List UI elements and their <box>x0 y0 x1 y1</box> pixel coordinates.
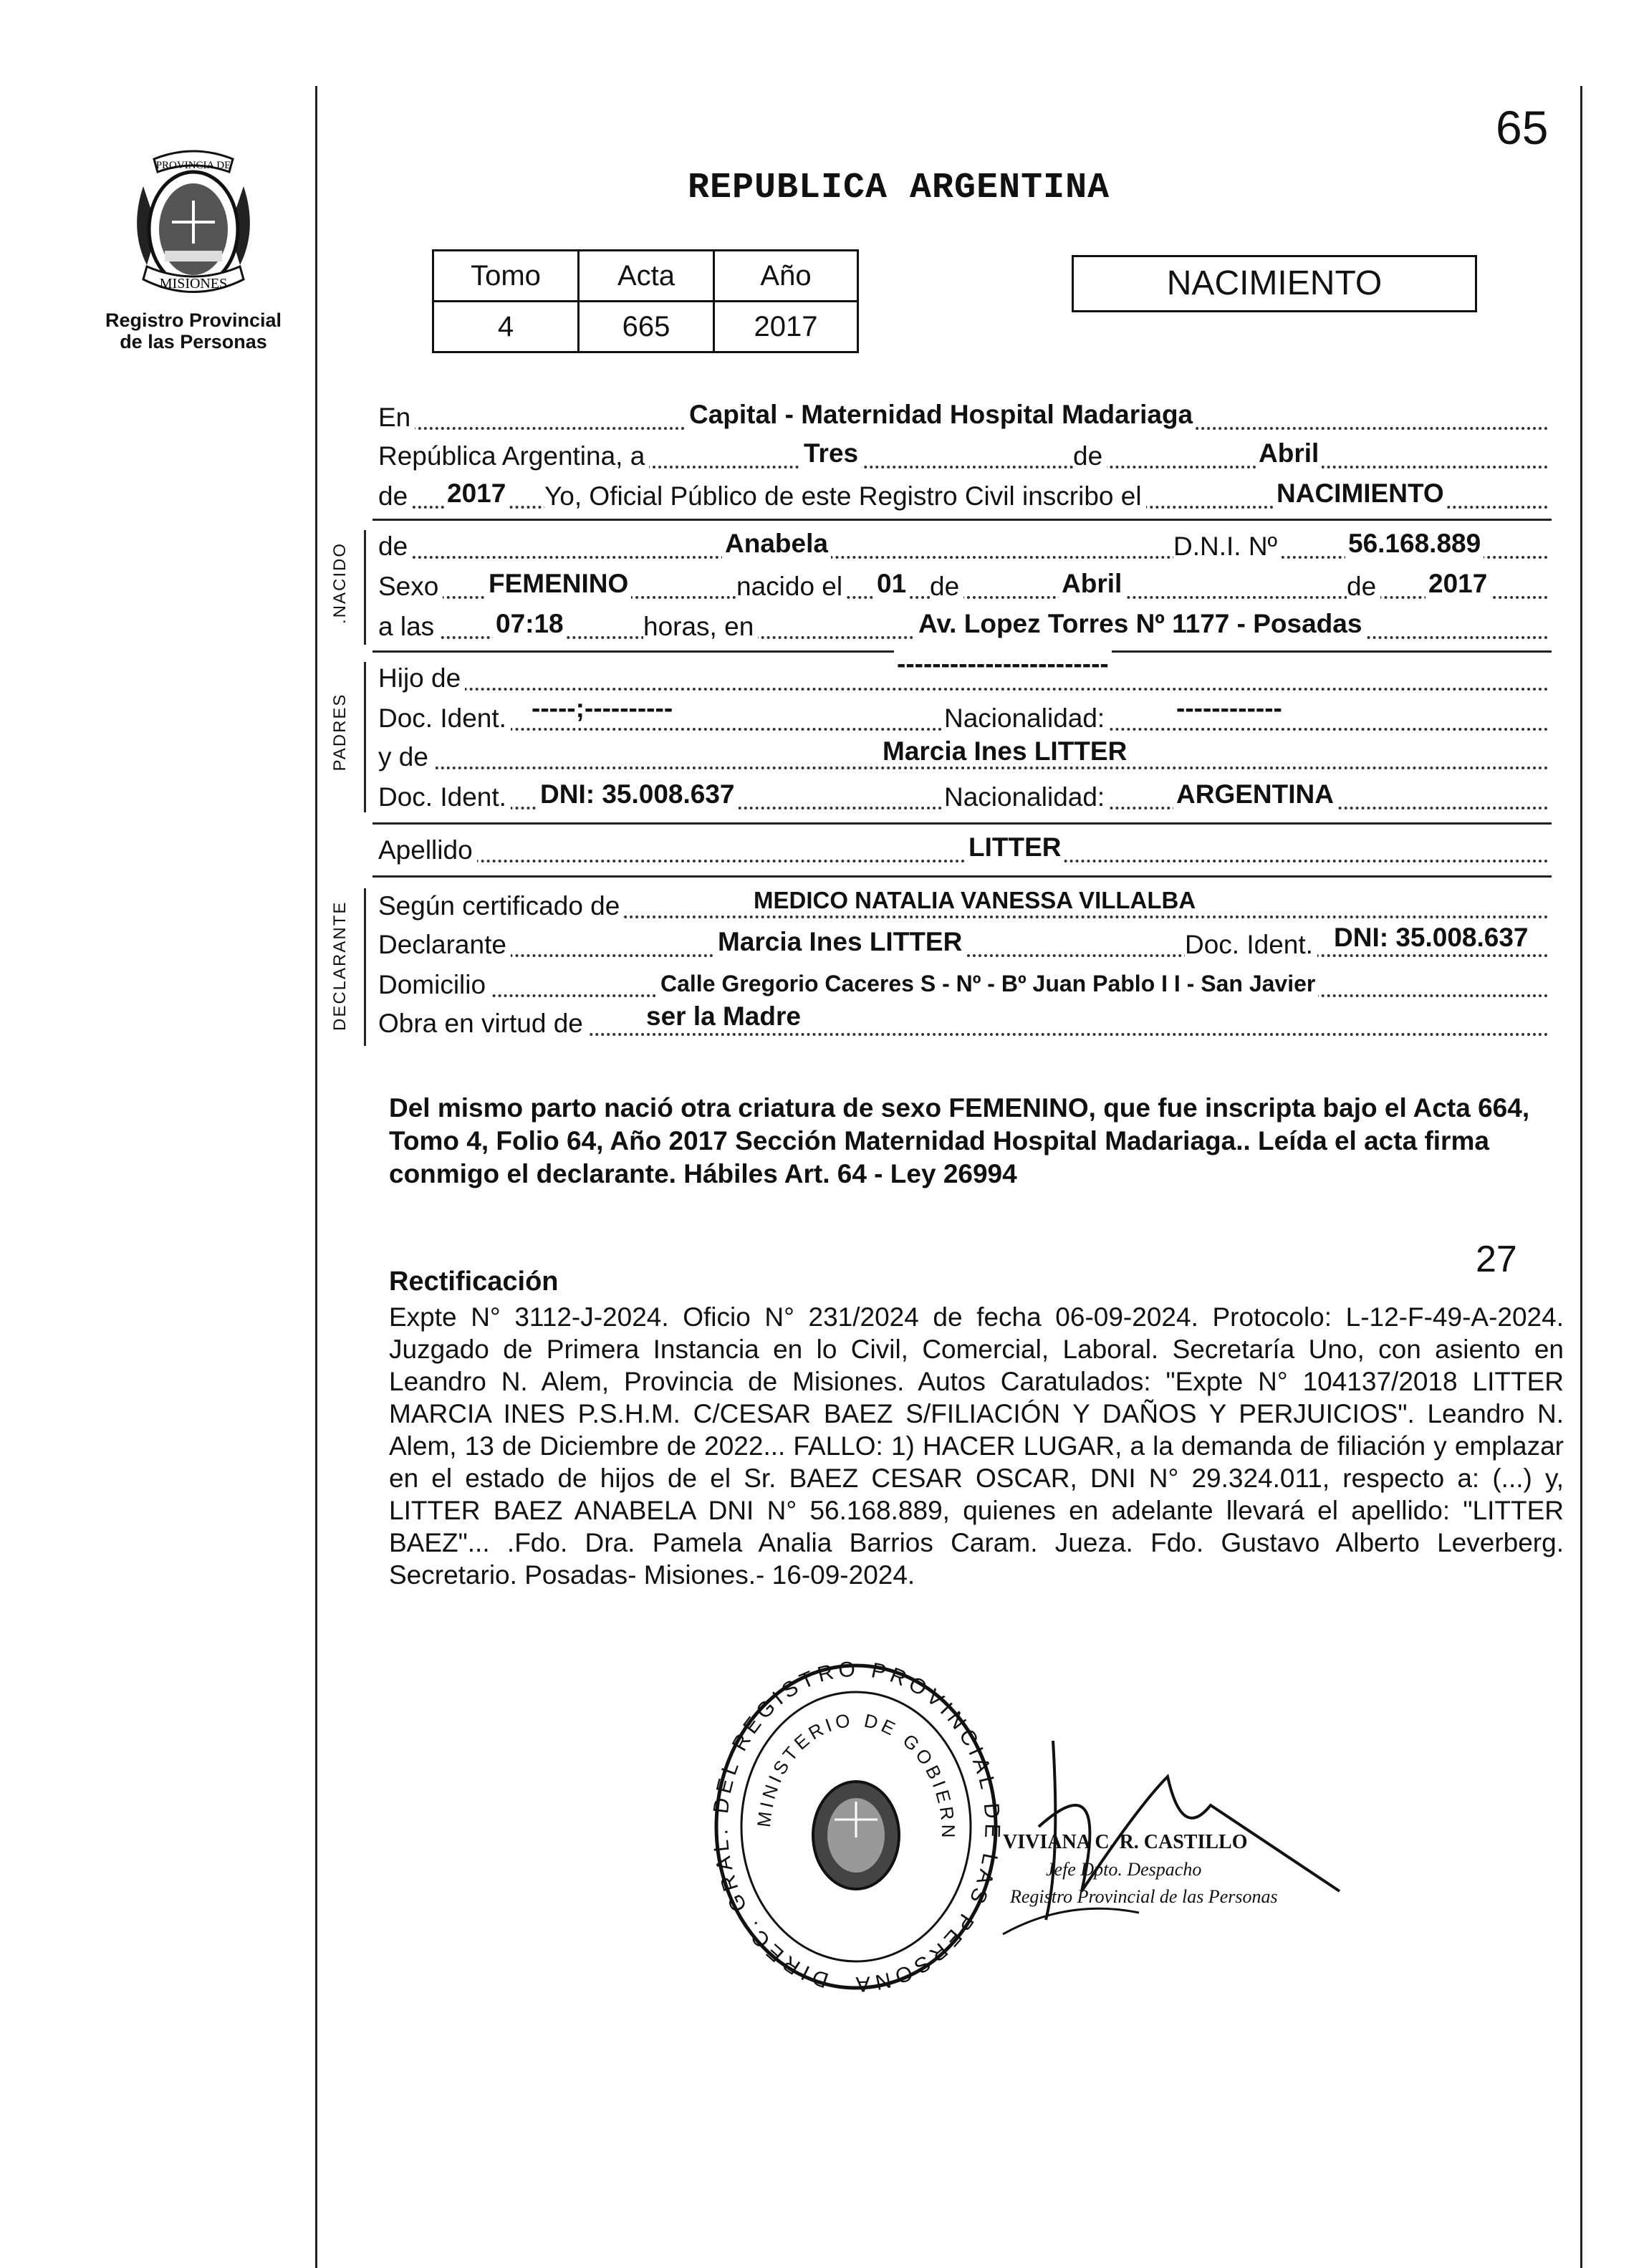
value-doc-madre: DNI: 35.008.637 <box>537 779 738 809</box>
label-horas-en: horas, en <box>643 612 758 642</box>
line-hora <box>378 609 1549 646</box>
value-nacionalidad-madre: ARGENTINA <box>1173 779 1337 809</box>
svg-text:MINISTERIO DE GOBIERNO: MINISTERIO DE GOBIERN <box>752 1709 960 1842</box>
provincial-emblem <box>115 143 272 312</box>
value-hora: 07:18 <box>493 609 567 639</box>
header-acta: Acta <box>579 251 714 302</box>
label-nacionalidad-1: Nacionalidad: <box>944 703 1109 734</box>
official-stamp <box>706 1648 1006 2009</box>
registro-label: Registro Provincial de las Personas <box>105 309 282 352</box>
label-republica: República Argentina, a <box>378 441 649 471</box>
label-apellido: Apellido <box>378 835 477 865</box>
label-doc-ident-1: Doc. Ident. <box>378 703 511 734</box>
label-segun-certificado: Según certificado de <box>378 891 624 921</box>
page-number: 65 <box>1496 101 1549 154</box>
label-dni: D.N.I. Nº <box>1173 532 1282 562</box>
svg-text:Registro Provincial de las Per: Registro Provincial de las Personas <box>1010 1886 1278 1907</box>
separator-4 <box>372 875 1552 878</box>
header-anio: Año <box>714 251 858 302</box>
line-y-de <box>378 736 1549 777</box>
label-de2: de <box>378 481 412 511</box>
label-sexo: Sexo <box>378 572 443 602</box>
svg-text:DIREC. GRAL. DEL REGISTRO PROV: DIREC. GRAL. DEL REGISTRO PROVINCIAL DE LAS PERSONA <box>708 1657 1004 1996</box>
value-nacido-dia: 01 <box>874 569 909 599</box>
value-acta: 665 <box>579 302 714 352</box>
value-lugar-nacimiento: Av. Lopez Torres Nº 1177 - Posadas <box>915 609 1365 639</box>
line-republica <box>378 438 1549 476</box>
label-nacido-el: nacido el <box>736 572 847 602</box>
header-tomo: Tomo <box>433 251 579 302</box>
table-header-row <box>433 251 858 302</box>
value-obra: ser la Madre <box>643 1001 804 1032</box>
value-lugar-inscripcion: Capital - Maternidad Hospital Madariaga <box>686 400 1196 430</box>
declarante-bracket <box>364 888 366 1046</box>
value-nombre: Anabela <box>722 529 831 559</box>
value-nacionalidad-padre: ------------ <box>1173 693 1285 724</box>
svg-text:PROVINCIA DE: PROVINCIA DE <box>155 160 231 171</box>
value-dni: 56.168.889 <box>1345 529 1484 559</box>
line-obra <box>378 1001 1549 1043</box>
svg-text:Jefe Dpto. Despacho: Jefe Dpto. Despacho <box>1046 1859 1202 1880</box>
side-label-nacido: .NACIDO <box>330 542 350 625</box>
value-domicilio: Calle Gregorio Caceres S - Nº - Bº Juan Pablo I I - San Javier <box>658 971 1318 997</box>
label-obra: Obra en virtud de <box>378 1009 587 1039</box>
label-hijo-de: Hijo de <box>378 663 465 693</box>
label-domicilio: Domicilio <box>378 970 490 1000</box>
line-nombre <box>378 529 1549 566</box>
label-de4: de <box>1347 572 1380 602</box>
rectificacion-text: Expte N° 3112-J-2024. Oficio N° 231/2024 de fecha 06-09-2024. Protocolo: L-12-F-49-A-2024. Juzgado de Primera Instancia en lo Civil, Comercial, Laboral. Secretaría Uno, con asiento en Leandro N. Alem, Provincia de Misiones. Autos Caratulados: "Expte N° 104137/2018 LITTER MARCIA INES P.S.H.M. C/CESAR BAEZ S/FILIACIÓN Y DAÑOS Y PERJUICIOS". Leandro N. Alem, 13 de Diciembre de 2022... FALLO: 1) HACER LUGAR, a la demanda de filiación y emplazar en el estado de hijos de el Sr. BAEZ CESAR OSCAR, DNI N° 29.324.011, respecto a: (...) y, LITTER BAEZ ANABELA DNI N° 56.168.889, quienes en adelante llevará el apellido: "LITTER BAEZ"... .Fdo. Dra. Pamela Analia Barrios Caram. Jueza. Fdo. Gustavo Alberto Leverberg. Secretario. Posadas- Misiones.- 16-09-2024. <box>389 1302 1564 1590</box>
label-en: En <box>378 403 415 433</box>
value-madre: Marcia Ines LITTER <box>880 736 1130 767</box>
label-yo-oficial: Yo, Oficial Público de este Registro Civil inscribo el <box>544 481 1146 511</box>
value-sexo: FEMENINO <box>486 569 631 599</box>
table-value-row <box>433 302 858 352</box>
line-hijo-de <box>378 649 1549 698</box>
nacido-bracket <box>364 530 366 645</box>
tipo-acta-box: NACIMIENTO <box>1072 255 1477 312</box>
label-de3: de <box>930 572 963 602</box>
label-a-las: a las <box>378 612 438 642</box>
label-declarante: Declarante <box>378 930 511 960</box>
value-dia: Tres <box>801 438 861 469</box>
label-nacionalidad-2: Nacionalidad: <box>944 782 1109 812</box>
document-title: REPUBLICA ARGENTINA <box>688 168 1110 208</box>
line-declarante <box>378 923 1549 964</box>
padres-bracket <box>364 662 366 812</box>
line-doc-padre <box>378 693 1549 738</box>
label-doc-ident-2: Doc. Ident. <box>378 782 511 812</box>
label-doc-ident-decl: Doc. Ident. <box>1185 930 1317 960</box>
separator-3 <box>372 822 1552 825</box>
side-label-padres: PADRES <box>330 693 350 772</box>
label-de: de <box>1073 441 1107 471</box>
line-doc-madre <box>378 779 1549 817</box>
value-mes: Abril <box>1256 438 1322 469</box>
line-domicilio <box>378 967 1549 1004</box>
value-doc-padre: -----;---------- <box>529 693 676 724</box>
line-apellido <box>378 832 1549 870</box>
value-nacido-mes: Abril <box>1059 569 1125 599</box>
line-certificado <box>378 888 1549 926</box>
left-margin-line <box>315 86 317 2268</box>
rectificacion-number: 27 <box>1476 1239 1517 1280</box>
svg-text:MISIONES: MISIONES <box>159 276 228 292</box>
value-apellido: LITTER <box>966 832 1064 862</box>
value-tomo: 4 <box>433 302 579 352</box>
svg-text:VIVIANA C. R. CASTILLO: VIVIANA C. R. CASTILLO <box>1003 1831 1248 1853</box>
rectificacion-title: Rectificación <box>389 1267 559 1297</box>
label-y-de: y de <box>378 742 433 772</box>
right-margin-line <box>1580 86 1582 2268</box>
parto-note: Del mismo parto nació otra criatura de sexo FEMENINO, que fue inscripta bajo el Acta 664, Tomo 4, Folio 64, Año 2017 Sección Maternidad Hospital Madariaga.. Leída el acta firma conmigo el declarante. Hábiles Art. 64 - Ley 26994 <box>389 1093 1530 1188</box>
signature-block <box>996 1719 1368 1959</box>
value-certificado: MEDICO NATALIA VANESSA VILLALBA <box>751 887 1198 914</box>
line-anio <box>378 479 1549 516</box>
value-anio-inscripcion: 2017 <box>444 479 509 509</box>
tomo-acta-table <box>432 249 859 353</box>
line-sexo <box>378 569 1549 606</box>
label-nombre: de <box>378 532 412 562</box>
line-en <box>378 400 1549 437</box>
value-declarante: Marcia Ines LITTER <box>715 927 965 957</box>
value-nacido-anio: 2017 <box>1426 569 1490 599</box>
value-anio: 2017 <box>714 302 858 352</box>
value-padre: ------------------------ <box>894 649 1112 679</box>
side-label-declarante: DECLARANTE <box>330 900 350 1031</box>
value-doc-declarante: DNI: 35.008.637 <box>1331 923 1532 953</box>
value-inscribo: NACIMIENTO <box>1274 479 1447 509</box>
separator-1 <box>372 519 1552 521</box>
